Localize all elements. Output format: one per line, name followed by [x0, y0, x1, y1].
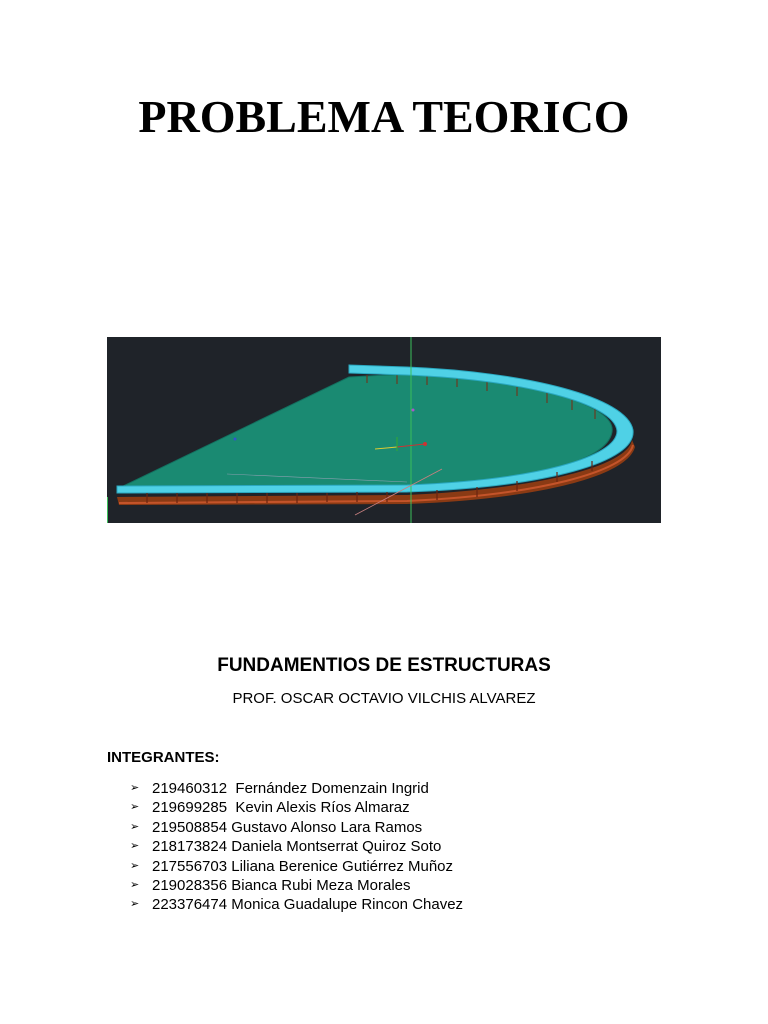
arrowhead-bullet-icon: ➢	[130, 782, 140, 794]
arrowhead-bullet-icon: ➢	[130, 859, 140, 872]
arrowhead-bullet-icon: ➢	[130, 801, 140, 814]
member-entry: 219028356 Bianca Rubi Meza Morales	[152, 876, 411, 894]
members-list	[130, 779, 463, 915]
list-item	[130, 857, 463, 876]
document-title: PROBLEMA TEORICO	[138, 91, 630, 142]
list-item	[130, 818, 463, 837]
members-label: INTEGRANTES:	[107, 749, 220, 766]
arrowhead-bullet-icon: ➢	[130, 898, 140, 911]
member-entry: 217556703 Liliana Berenice Gutiérrez Muñoz	[152, 857, 454, 875]
member-entry: 219699285 Kevin Alexis Ríos Almaraz	[152, 799, 410, 817]
arrowhead-bullet-icon: ➢	[130, 820, 140, 833]
member-entry: 223376474 Monica Guadalupe Rincon Chavez	[152, 896, 464, 914]
member-entry: 218173824 Daniela Montserrat Quiroz Soto	[152, 838, 442, 856]
member-entry: 219460312 Fernández Domenzain Ingrid	[152, 780, 429, 797]
list-item	[130, 779, 463, 798]
course-title: FUNDAMENTIOS DE ESTRUCTURAS	[217, 655, 551, 676]
professor-name: PROF. OSCAR OCTAVIO VILCHIS ALVAREZ	[232, 690, 536, 707]
list-item	[130, 895, 463, 914]
member-entry: 219508854 Gustavo Alonso Lara Ramos	[152, 818, 423, 836]
arrowhead-bullet-icon: ➢	[130, 840, 140, 853]
structure-render-image	[107, 337, 661, 523]
list-item	[130, 798, 463, 817]
list-item	[130, 837, 463, 856]
arrowhead-bullet-icon: ➢	[130, 878, 140, 891]
list-item	[130, 876, 463, 895]
